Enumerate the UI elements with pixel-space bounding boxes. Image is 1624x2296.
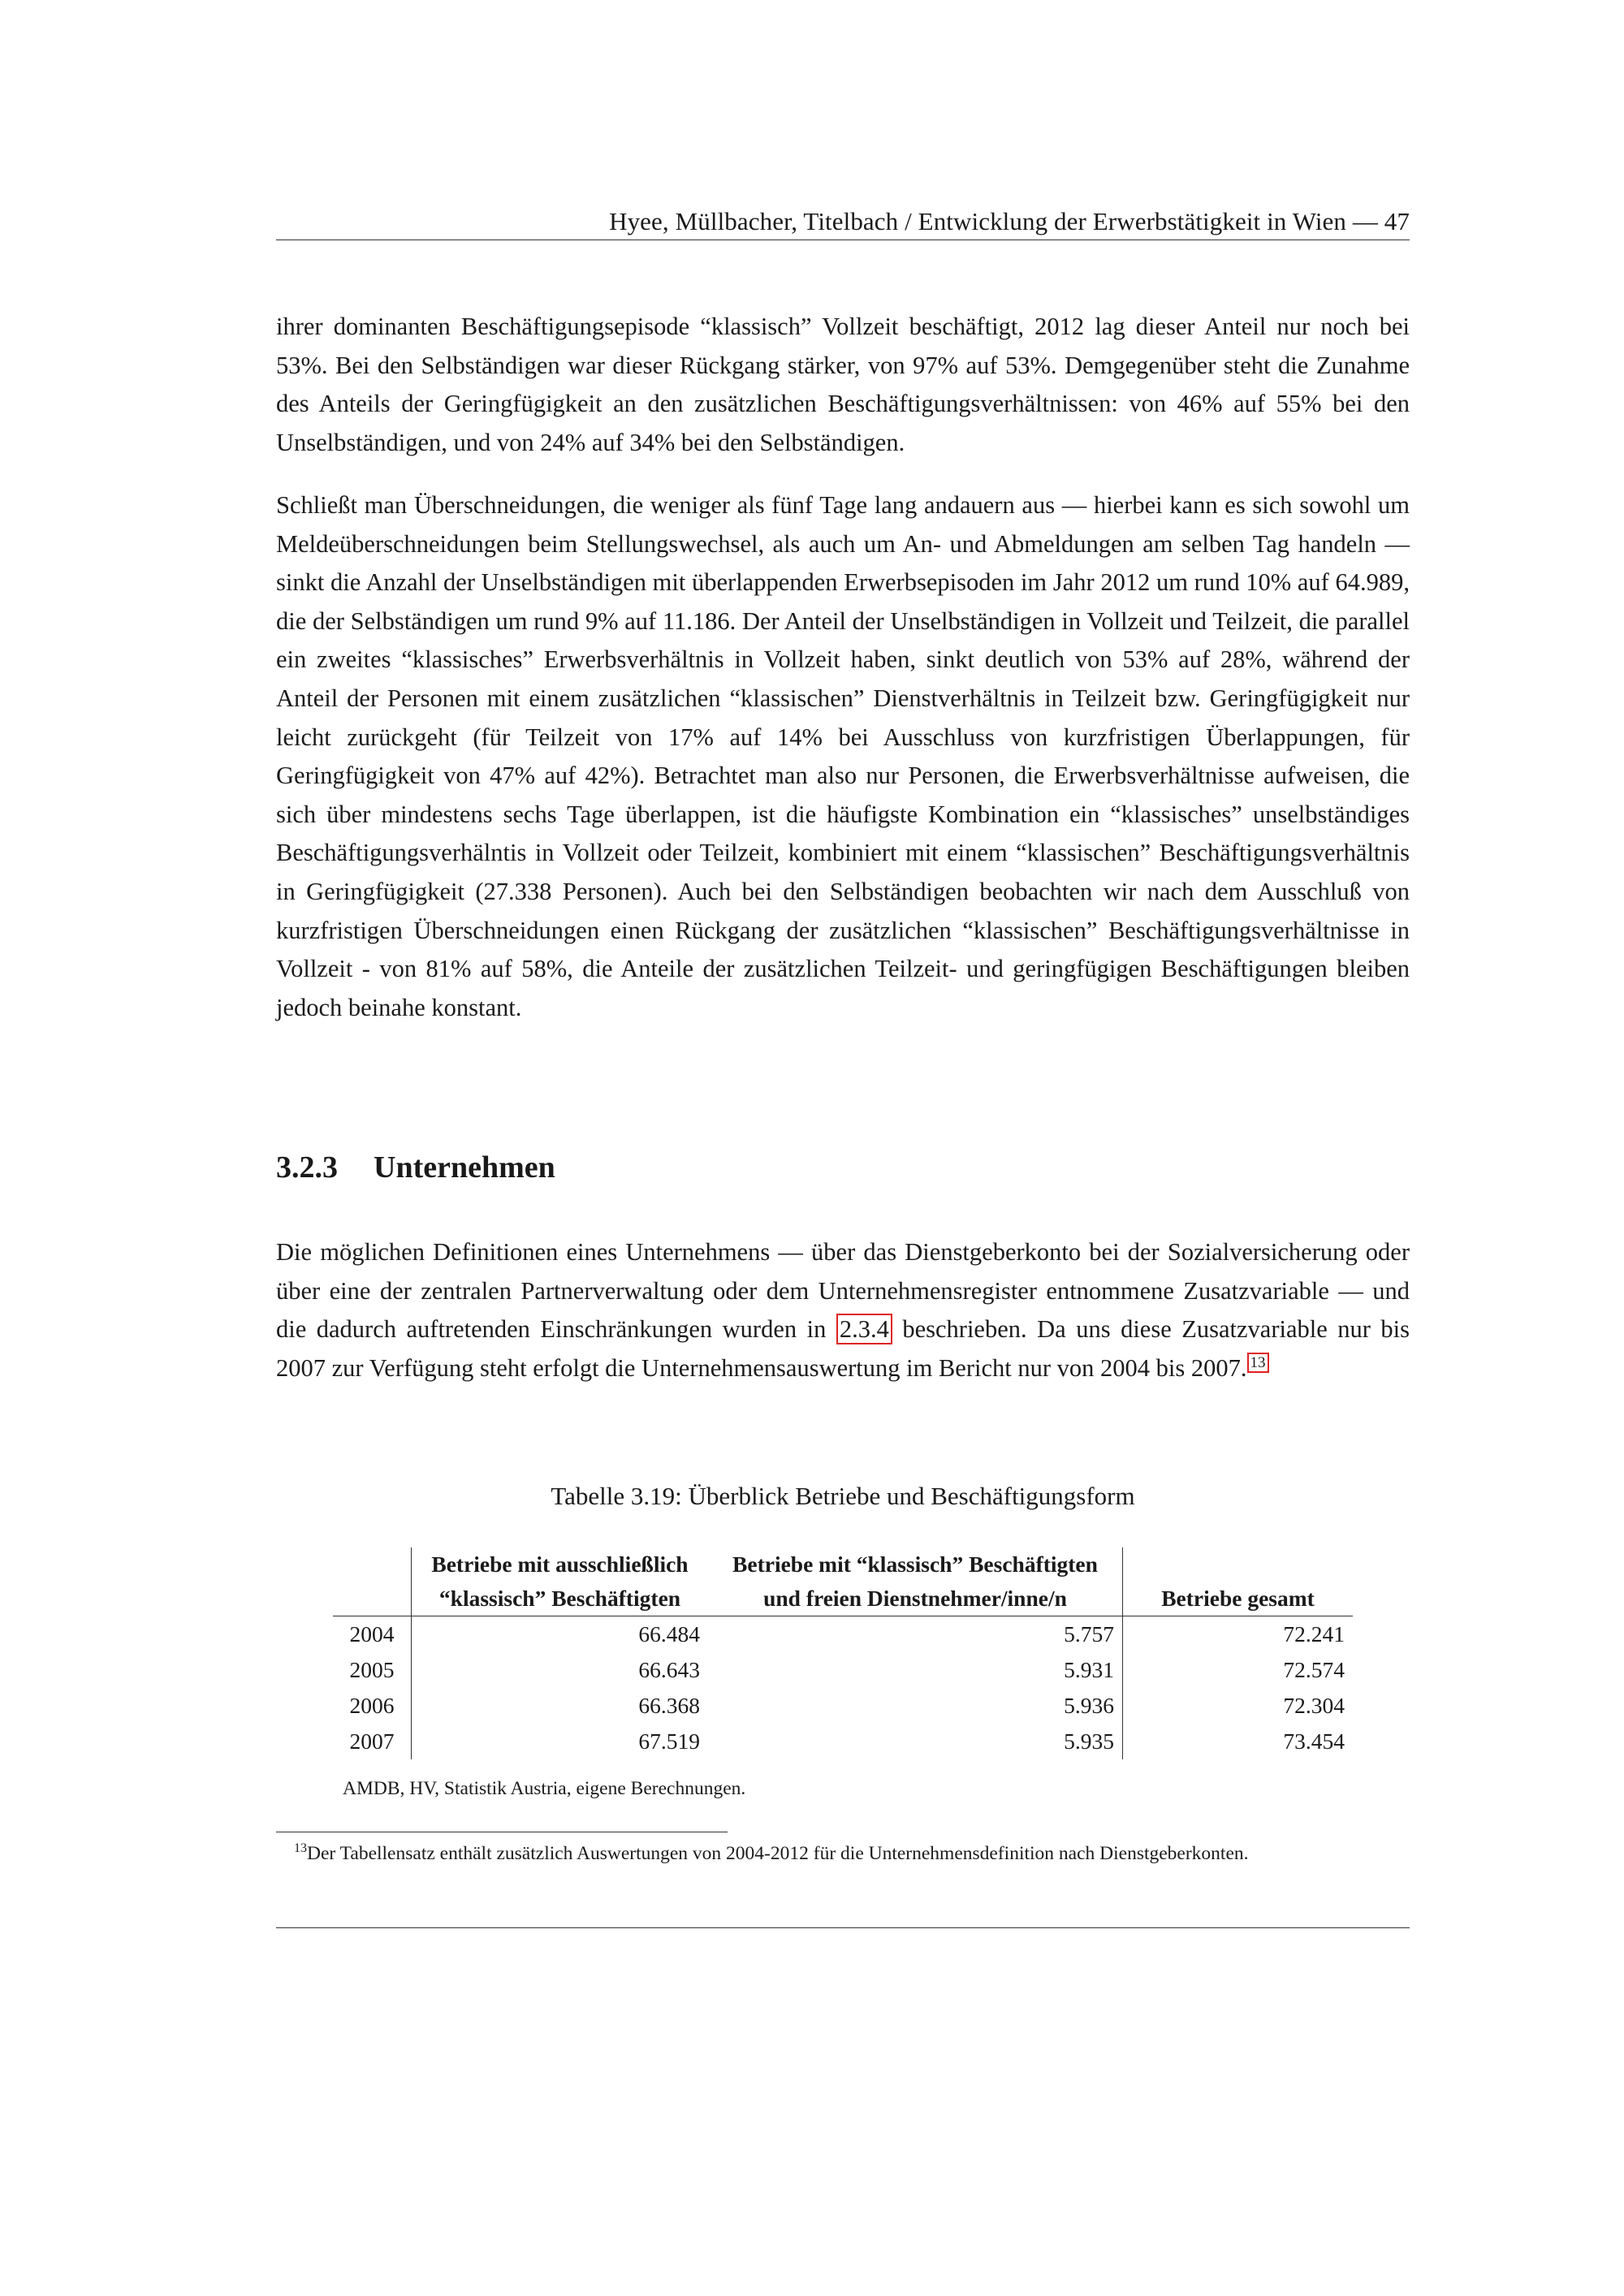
running-header: Hyee, Müllbacher, Titelbach / Entwicklung der Erwerbstätigkeit in Wien — 47 [609, 207, 1410, 235]
table-row [333, 1688, 1353, 1724]
paragraph-3 [276, 1233, 1410, 1388]
table-cell: 72.241 [1283, 1621, 1345, 1646]
table-header-corner [333, 1582, 412, 1616]
table-cell: 5.931 [708, 1652, 1123, 1688]
footnote-mark: 13 [294, 1841, 307, 1855]
table-header-cell: Betriebe mit ausschließlich [431, 1552, 689, 1577]
section-number: 3.2.3 [276, 1150, 338, 1185]
section-title: Unternehmen [374, 1150, 555, 1185]
table-header-row [333, 1547, 1353, 1582]
table-row [333, 1652, 1353, 1688]
paragraph-1: ihrer dominanten Beschäftigungsepisode “klassisch” Vollzeit beschäftigt, 2012 lag dieser Anteil nur noch bei 53%. Bei den Selbständigen war dieser Rückgang stärker, von 97% auf 53%. Demgegenüber steht die Zunahme des Anteils der Geringfügigkeit an den zusätzlichen Beschäftigungsverhältnissen: von 46% auf 55% bei den Unselbständigen, und von 24% auf 34% bei den Selbständigen. [276, 313, 1410, 456]
paragraph-3-text-b: beschrieben. Da uns diese Zusatzvariable nur bis 2007 zur Verfügung steht erfolgt die Unternehmensauswertung im Bericht nur von 2004 bis 2007. [276, 1315, 1410, 1382]
table-cell-year: 2006 [333, 1688, 412, 1724]
footnote-reference-link[interactable]: 13 [1247, 1353, 1269, 1373]
section-heading [276, 1148, 555, 1187]
table-cell-year: 2007 [333, 1724, 412, 1759]
table-header-cell: und freien Dienstnehmer/inne/n [708, 1582, 1123, 1616]
table-header-corner [333, 1547, 412, 1582]
section-reference-link[interactable]: 2.3.4 [836, 1314, 892, 1344]
table-cell: 66.643 [638, 1657, 700, 1682]
table-header-cell: Betriebe gesamt [1123, 1582, 1354, 1616]
table-cell: 66.484 [638, 1621, 700, 1646]
footnote-text: Der Tabellensatz enthält zusätzlich Auswertungen von 2004-2012 für die Unternehmensdefinition nach Dienstgeberkonten. [307, 1842, 1249, 1864]
table-cell: 73.454 [1283, 1728, 1345, 1754]
table-cell: 67.519 [638, 1728, 700, 1754]
table-row [333, 1724, 1353, 1759]
table-row [333, 1616, 1353, 1653]
table-header-row [333, 1582, 1353, 1616]
table-cell: 5.757 [708, 1616, 1123, 1653]
table-cell: 5.935 [708, 1724, 1123, 1759]
table-cell: 5.936 [708, 1688, 1123, 1724]
data-table [333, 1547, 1353, 1759]
table-header-cell: “klassisch” Beschäftigten [412, 1582, 709, 1616]
table-header-cell: Betriebe mit “klassisch” Beschäftigten [708, 1547, 1123, 1582]
table-cell-year: 2005 [333, 1652, 412, 1688]
table-cell-year: 2004 [333, 1616, 412, 1653]
table-header-cell [1123, 1547, 1354, 1582]
paragraph-2: Schließt man Überschneidungen, die weniger als fünf Tage lang andauern aus — hierbei kann es sich sowohl um Meldeüberschneidungen beim Stellungswechsel, als auch um An- und Abmeldungen am selben Tag handeln — sinkt die Anzahl der Unselbständigen mit überlappenden Erwerbsepisoden im Jahr 2012 um rund 10% auf 64.989, die der Selbständigen um rund 9% auf 11.186. Der Anteil der Unselbständigen in Vollzeit und Teilzeit, die parallel ein zweites “klassisches” Erwerbsverhältnis in Vollzeit haben, sinkt deutlich von 53% auf 28%, während der Anteil der Personen mit einem zusätzlichen “klassischen” Dienstverhältnis in Teilzeit bzw. Geringfügigkeit nur leicht zurückgeht (für Teilzeit von 17% auf 14% bei Ausschluss von kurzfristigen Überlappungen, für Geringfügigkeit von 47% auf 42%). Betrachtet man also nur Personen, die Erwerbsverhältnisse aufweisen, die sich über mindestens sechs Tage überlappen, ist die häufigste Kombination ein “klassisches” unselbständiges Beschäftigungsverhälntis in Vollzeit oder Teilzeit, kombiniert mit einem “klassischen” Beschäftigungsverhältnis in Geringfügigkeit (27.338 Personen). Auch bei den Selbständigen beobachten wir nach dem Ausschluß von kurzfristigen Überschneidungen einen Rückgang der zusätzlichen “klassischen” Beschäftigungsverhältnisse in Vollzeit - von 81% auf 58%, die Anteile der zusätzlichen Teilzeit- und geringfügigen Beschäftigungen bleiben jedoch beinahe konstant. [276, 491, 1410, 1021]
table-cell: 66.368 [638, 1693, 700, 1718]
paragraph-3-text-a: Die möglichen Definitionen eines Unternehmens — über das Dienstgeberkonto bei der Sozialversicherung oder über eine der zentralen Partnerverwaltung oder dem Unternehmensregister entnommene Zusatzvariable — und die dadurch auftretenden Einschränkungen wurden in [276, 1238, 1410, 1344]
bottom-rule [276, 1927, 1410, 1928]
table-cell: 72.304 [1283, 1693, 1345, 1718]
table-caption: Tabelle 3.19: Überblick Betriebe und Beschäftigungsform [551, 1482, 1135, 1510]
footnote [294, 1836, 1249, 1866]
table-cell: 72.574 [1283, 1657, 1345, 1682]
table-source-note: AMDB, HV, Statistik Austria, eigene Berechnungen. [343, 1778, 746, 1799]
